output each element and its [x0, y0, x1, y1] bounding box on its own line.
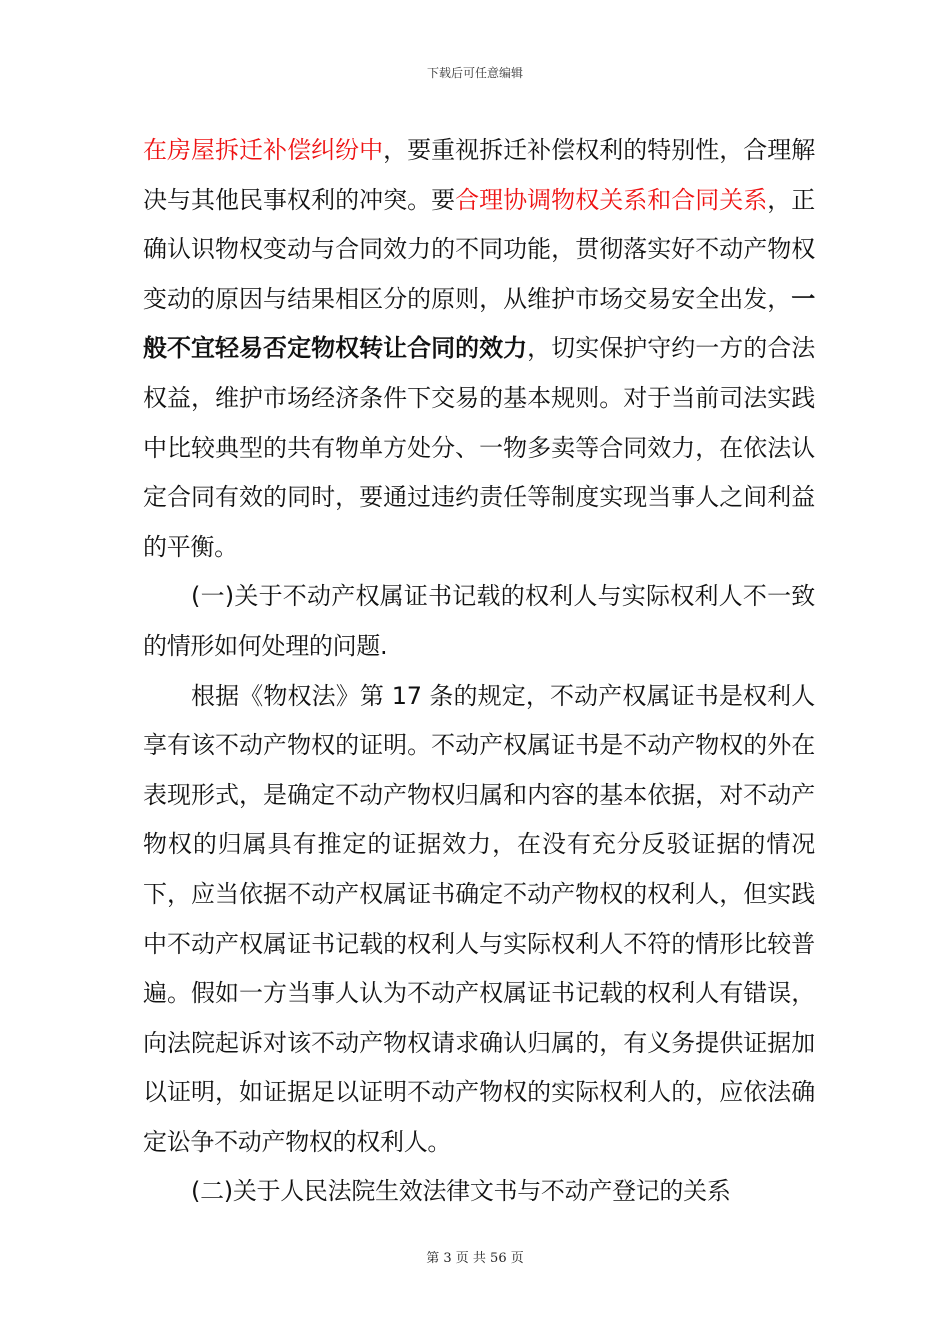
- section-heading-one: (一)关于不动产权属证书记载的权利人与实际权利人不一致的情形如何处理的问题.: [143, 582, 815, 660]
- paragraph-text: ，正确认识物权变动与合同效力的不同功能，贯彻落实好不动产物权变动的原因与结果相区分的原则，从维护市场交易安全出发，: [143, 185, 815, 313]
- bold-phrase: 一般不宜轻易否定物权转让合同的效力: [143, 284, 815, 363]
- paragraph-compensation-disputes: [143, 126, 815, 572]
- section-heading-two: (二)关于人民法院生效法律文书与不动产登记的关系: [191, 1177, 731, 1206]
- paragraph-text: ，切实保护守约一方的合法权益，维护市场经济条件下交易的基本规则。对于当前司法实践中比较典型的共有物单方处分、一物多卖等合同效力，在依法认定合同有效的同时，要通过违约责任等制度实现当事人之间利益的平衡。: [143, 334, 815, 561]
- page-header: 下载后可任意编辑: [426, 66, 523, 80]
- highlighted-phrase: 合理协调物权关系和合同关系: [455, 185, 768, 214]
- page-number-footer: 第 3 页 共 56 页: [426, 1251, 524, 1266]
- paragraph-text: ，要重视拆迁补偿权利的特别性，合理解决与其他民事权利的冲突。要: [143, 136, 815, 214]
- paragraph-property-certificate: 根据《物权法》第 17 条的规定，不动产权属证书是权利人享有该不动产物权的证明。不动产权属证书是不动产物权的外在表现形式，是确定不动产物权归属和内容的基本依据，对不动产物权的归属具有推定的证据效力，在没有充分反驳证据的情况下，应当依据不动产权属证书确定不动产物权的权利人，但实践中不动产权属证书记载的权利人与实际权利人不符的情形比较普遍。假如一方当事人认为不动产权属证书记载的权利人有错误，向法院起诉对该不动产物权请求确认归属的，有义务提供证据加以证明，如证据足以证明不动产物权的实际权利人的，应依法确定讼争不动产物权的权利人。: [143, 681, 815, 1156]
- document-body: [143, 126, 815, 1217]
- highlighted-phrase: 在房屋拆迁补偿纠纷中: [143, 136, 384, 164]
